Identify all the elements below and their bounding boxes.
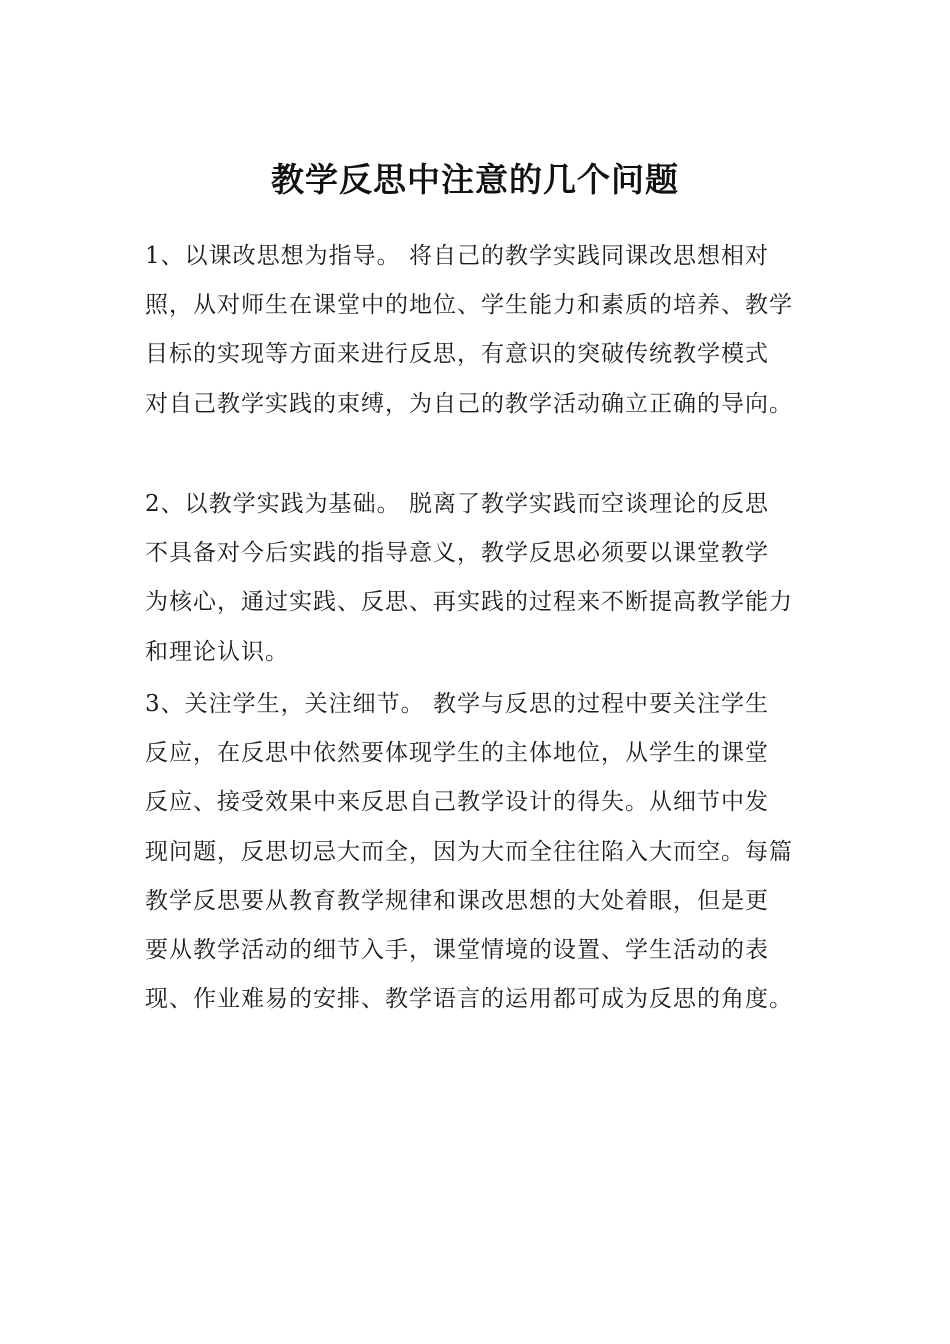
- paragraph-line: 反应、接受效果中来反思自己教学设计的得失。从细节中发: [145, 789, 769, 816]
- paragraph-line: 教学反思要从教育教学规律和课改思想的大处着眼，但是更: [145, 887, 769, 914]
- paragraph-line: 和理论认识。: [145, 638, 289, 665]
- paragraph-line: 反应，在反思中依然要体现学生的主体地位，从学生的课堂: [145, 740, 769, 767]
- paragraph-line: 1、以课改思想为指导。 将自己的教学实践同课改思想相对: [145, 243, 769, 269]
- paragraph-line: 不具备对今后实践的指导意义，教学反思必须要以课堂教学: [145, 540, 769, 567]
- paragraph-line: 照，从对师生在课堂中的地位、学生能力和素质的培养、教学: [145, 292, 793, 319]
- paragraph-3: [145, 680, 825, 1024]
- paragraph-line: 现、作业难易的安排、教学语言的运用都可成为反思的角度。: [145, 986, 793, 1013]
- paragraph-line: 现问题，反思切忌大而全，因为大而全往往陷入大而空。每篇: [145, 838, 793, 865]
- paragraph-1: [145, 232, 825, 429]
- paragraph-line: 为核心，通过实践、反思、再实践的过程来不断提高教学能力: [145, 589, 793, 616]
- paragraph-2: [145, 480, 825, 677]
- paragraph-line: 3、关注学生，关注细节。 教学与反思的过程中要关注学生: [145, 691, 769, 717]
- paragraph-line: 要从教学活动的细节入手，课堂情境的设置、学生活动的表: [145, 937, 769, 964]
- paragraph-line: 目标的实现等方面来进行反思，有意识的突破传统教学模式: [145, 341, 769, 368]
- paragraph-line: 2、以教学实践为基础。 脱离了教学实践而空谈理论的反思: [145, 491, 769, 517]
- document-title: 教学反思中注意的几个问题: [271, 160, 679, 199]
- paragraph-line: 对自己教学实践的束缚，为自己的教学活动确立正确的导向。: [145, 390, 793, 417]
